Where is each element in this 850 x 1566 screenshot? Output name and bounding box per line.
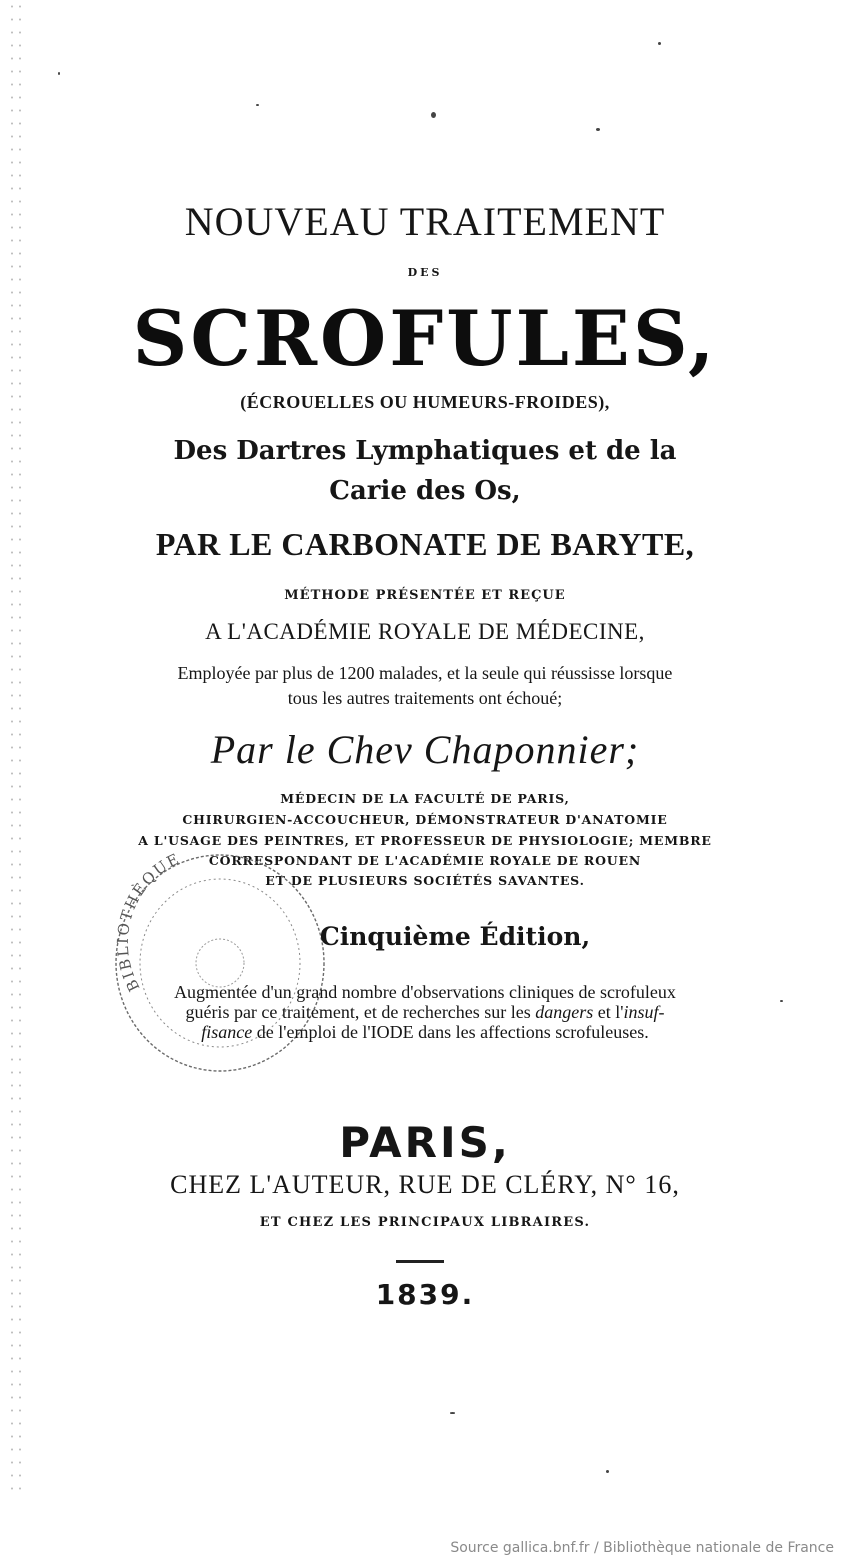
source-note: Source gallica.bnf.fr / Bibliothèque nationale de France [450, 1540, 834, 1556]
credential-line: ET DE PLUSIEURS SOCIÉTÉS SAVANTES. [265, 873, 585, 888]
ink-speck [58, 72, 60, 75]
academy-line: A L'ACADÉMIE ROYALE DE MÉDECINE, [205, 619, 645, 644]
ink-speck [606, 1470, 609, 1473]
augmented-text: guéris par ce traitement, et de recherches sur les [185, 1002, 536, 1022]
augmented-line-1: Augmentée d'un grand nombre d'observations cliniques de scrofuleux [174, 982, 676, 1002]
title-line-2: DES [407, 266, 443, 279]
imprint-address: CHEZ L'AUTEUR, RUE DE CLÉRY, N° 16, [170, 1170, 680, 1199]
library-stamp [110, 848, 332, 1078]
title-line-1: NOUVEAU TRAITEMENT [184, 199, 666, 244]
presented-line: MÉTHODE PRÉSENTÉE ET REÇUE [284, 588, 566, 603]
subtitle-dartres-line-2: Carie des Os, [329, 476, 521, 506]
credential-line: MÉDECIN DE LA FACULTÉ DE PARIS, [280, 791, 570, 806]
ink-speck [450, 1412, 455, 1414]
author-line: Par le Chev Chaponnier; [210, 727, 640, 772]
augmented-emphasis-fisance: fisance [201, 1022, 253, 1042]
imprint-city: PARIS, [339, 1118, 511, 1167]
imprint-rule [396, 1260, 444, 1263]
imprint-booksellers: ET CHEZ LES PRINCIPAUX LIBRAIRES. [259, 1215, 591, 1230]
credential-line: CORRESPONDANT DE L'ACADÉMIE ROYALE DE ROUEN [208, 853, 642, 868]
ink-speck [431, 112, 436, 118]
augmented-line-3 [0, 1022, 850, 1043]
stamp-text: BIBLIOTHÈQUE [113, 849, 184, 995]
augmented-text: de l'emploi de l'IODE dans les affections scrofuleuses. [252, 1022, 649, 1042]
credential-line: A L'USAGE DES PEINTRES, ET PROFESSEUR DE PHYSIOLOGIE; MEMBRE [138, 833, 712, 848]
ink-speck [658, 42, 661, 45]
main-title: SCROFULES, [132, 294, 718, 383]
subtitle-dartres-line-1: Des Dartres Lymphatiques et de la [173, 436, 677, 466]
employed-line-2: tous les autres traitements ont échoué; [287, 688, 563, 708]
augmented-emphasis-insuf: insuf- [623, 1002, 665, 1022]
employed-line-1: Employée par plus de 1200 malades, et la seule qui réussisse lorsque [177, 663, 673, 683]
augmented-emphasis-dangers: dangers [535, 1002, 594, 1022]
imprint-year: 1839. [375, 1278, 475, 1311]
augmented-text: et l' [593, 1002, 624, 1022]
subtitle-parenthetical: (ÉCROUELLES OU HUMEURS-FROIDES), [240, 392, 610, 412]
credential-line: CHIRURGIEN-ACCOUCHEUR, DÉMONSTRATEUR D'ANATOMIE [182, 812, 668, 827]
augmented-line-2 [0, 1002, 850, 1023]
ink-speck [256, 104, 259, 106]
edition-line: Cinquième Édition, [319, 922, 591, 951]
method-title: PAR LE CARBONATE DE BARYTE, [155, 526, 695, 562]
ink-speck [596, 128, 600, 131]
